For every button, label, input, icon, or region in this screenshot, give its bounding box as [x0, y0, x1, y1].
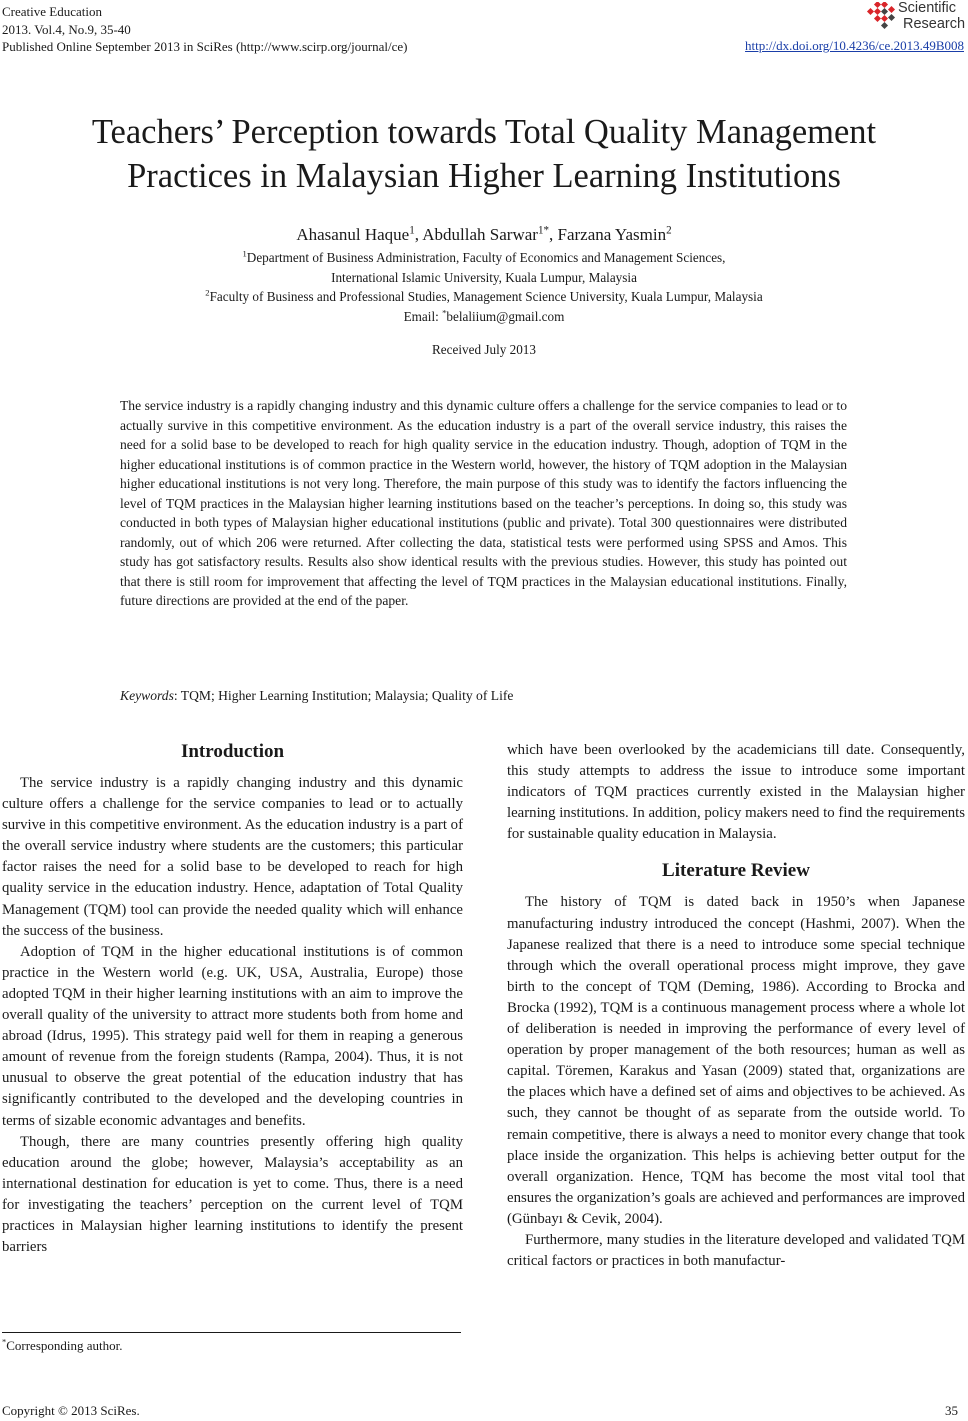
journal-name: Creative Education [2, 4, 102, 19]
left-column [2, 740, 463, 1258]
author-name: Farzana Yasmin [557, 225, 667, 244]
abstract: The service industry is a rapidly changing industry and this dynamic culture offers a challenge for the service companies to lead or to actually survive in this competitive environment. As the education industry is a part of the overall service industry, this raises the need for a solid base to be developed to reach for high quality service in the education industry. Though, adoption of TQM in the higher educational institutions is of common practice in the Western world, however, the history of TQM adoption in the Malaysian higher educational institutions is not very long. Therefore, the main purpose of this study was to identify the factors influencing the level of TQM practices in the Malaysian higher learning institutions based on the teacher’s perceptions. In doing so, this study was conducted in both types of Malaysian higher educational institutions (public and private). Total 300 questionnaires were distributed randomly, out of which 206 were returned. After collecting the data, statistical tests were performed using SPSS and Amos. This study has got satisfactory results. Results also show identical results with the previous studies. However, this study has pointed out that there is still room for improvement that affecting the level of TQM practices in the Malaysian educational institutions. Finally, future directions are provided at the end of the paper. [120, 398, 847, 608]
body-paragraph: The history of TQM is dated back in 1950’s when Japanese manufacturing industry introduced the concept (Hashmi, 2007). When the Japanese realized that there is a need to introduce some special technique through which the overall operational process might improve, they gave birth to the concept of TQM (Deming, 1986). According to Brocka and Brocka (1992), TQM is a continuous management process where a whole lot of deliberation is needed in improving the performance of every level of operation by proper management of the both resources; human as well as capital. Töremen, Karakus and Yasan (2009) stated that, organizations are the places which have a defined set of aims and objectives to be achieved. As such, they cannot be thought of as separate from the outside world. To remain competitive, there is always a need to monitor every change that took place inside the organization. This helps is achieving better output for the overall organization. Hence, TQM has become the most vital tool that ensures the organization’s goals are achieved and performances are improved (Günbayı & Cevik, 2004). [507, 894, 965, 1227]
right-column [507, 740, 965, 1272]
email-line: Email: *belaliium@gmail.com [403, 307, 565, 324]
author-name: Abdullah Sarwar [422, 225, 538, 244]
footnote: *Corresponding author. [2, 1336, 123, 1353]
footnote-rule [2, 1332, 461, 1333]
affiliation-2: Faculty of Business and Professional Studies, Management Science University, Kuala Lumpur, Malaysia [209, 289, 763, 304]
body-paragraph: which have been overlooked by the academicians till date. Consequently, this study attempts to address the issue to introduce some important indicators of TQM practices currently existed in the Malaysian higher learning institutions. In addition, policy makers need to find the requirements for sustainable quality education in Malaysia. [507, 742, 965, 843]
received-date: Received July 2013 [431, 342, 536, 357]
logo-mark-icon [864, 2, 898, 32]
keywords-label: Keywords [120, 688, 174, 703]
copyright: Copyright © 2013 SciRes. [2, 1403, 140, 1418]
paper-title: Teachers’ Perception towards Total Quality Management Practices in Malaysian Higher Learning Institutions [91, 113, 877, 195]
volume-info: 2013. Vol.4, No.9, 35-40 [2, 21, 131, 37]
keywords-list: : TQM; Higher Learning Institution; Malaysia; Quality of Life [173, 688, 514, 703]
body-paragraph: The service industry is a rapidly changing industry and this dynamic culture offers a challenge for the service companies to lead or to actually survive in this competitive environment. As the education industry is a part of the overall service industry where students are the customers; this particular factor raises the need for a solid base to be developed to reach for high quality service in the education industry. Hence, adaptation of Total Quality Management (TQM) tool can provide the needed quality which will enhance the success of the business. [2, 775, 463, 939]
affiliations: $^1$Department of Business Administration, Faculty of Economics and Management Sciences, International Islamic University, Kuala Lumpur, Malaysia $^2$Faculty of Business and Professional Studies, Management Science University, Kuala Lumpur, Malaysia Email: *belaliium@gmail.com [0, 248, 968, 326]
body-paragraph: Adoption of TQM in the higher educational institutions is of common practice in the Western world (e.g. UK, USA, Australia, Europe) those adopted TQM in their higher learning institutions with an aim to improve the overall quality of the university to attract more students both from home and abroad (Idrus, 1995). This strategy paid well for them in reaping a generous amount of revenue from the foreign students (Rampa, 2004). Thus, it is not unusual to observe the great potential of the education industry that has significantly contributed to the developed and the developing countries in terms of sizable economic advantages and benefits. [2, 943, 463, 1129]
body-paragraph: Furthermore, many studies in the literature developed and validated TQM critical factors or practices in both manufactur- [507, 1231, 965, 1270]
page-number: 35 [945, 1403, 958, 1418]
affiliation-1: Department of Business Administration, Faculty of Economics and Management Sciences, [246, 250, 726, 265]
keywords [120, 688, 513, 704]
author-list: Ahasanul Haque$^1$, Abdullah Sarwar$^{1*}$, Farzana Yasmin$^2$ [296, 224, 672, 244]
section-heading-introduction: Introduction [180, 741, 285, 762]
scientific-research-logo [864, 0, 968, 36]
email-address: belaliium@gmail.com [446, 308, 565, 324]
logo-text: Scientific Research [898, 0, 966, 32]
section-heading-literature-review: Literature Review [662, 860, 810, 882]
author-name: Ahasanul Haque [296, 225, 410, 244]
published-info: Published Online September 2013 in SciRes (http://www.scirp.org/journal/ce) [2, 39, 408, 54]
doi-link[interactable]: http://dx.doi.org/10.4236/ce.2013.49B008 [745, 38, 964, 53]
affiliation-1-cont: International Islamic University, Kuala Lumpur, Malaysia [331, 269, 637, 285]
body-paragraph: Though, there are many countries presently offering high quality education around the globe; however, Malaysia’s acceptability as an international destination for education is yet to come. Thus, there is a need for investigating the teachers’ perception on the current level of TQM practices in Malaysian higher learning institutions to identify the present barriers [2, 1133, 463, 1256]
running-header [2, 3, 407, 56]
